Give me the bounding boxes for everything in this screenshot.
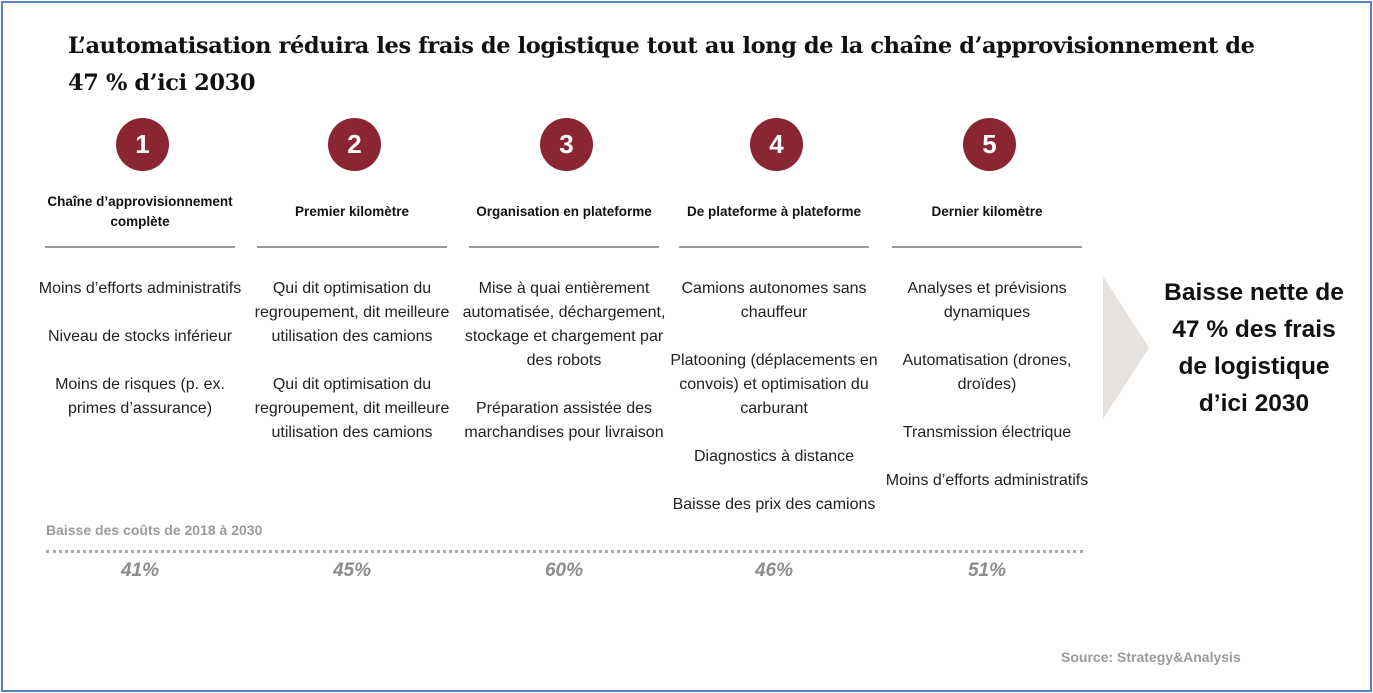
stage-number-badge: 5 <box>963 118 1016 171</box>
stage-items <box>33 277 247 445</box>
stage-reduction-value: 45% <box>332 560 372 581</box>
stage-number-badge: 1 <box>116 118 169 171</box>
stage-item: Niveau de stocks inférieur <box>47 328 233 345</box>
stage-heading: Organisation en plateforme <box>476 204 652 219</box>
stage-number-badge: 3 <box>540 118 593 171</box>
source-note: Source: Strategy&Analysis <box>1061 649 1241 665</box>
stage-item: Diagnostics à distance <box>693 448 855 465</box>
stage-item: Préparation assistée des marchandises pour livraison <box>464 400 664 441</box>
stage-column-1 <box>38 0 242 600</box>
stage-item: Camions autonomes sans chauffeur <box>681 280 867 321</box>
stage-items <box>667 277 881 541</box>
stage-items <box>457 277 671 469</box>
stage-reduction-value: 51% <box>967 560 1007 581</box>
stage-items <box>880 277 1094 517</box>
stage-item: Qui dit optimisation du regroupement, dit meilleure utilisation des camions <box>254 376 450 441</box>
cost-reduction-label: Baisse des coûts de 2018 à 2030 <box>46 522 263 538</box>
stage-item: Baisse des prix des camions <box>672 496 876 513</box>
stage-item: Automatisation (drones, droïdes) <box>902 352 1072 393</box>
stage-item: Platooning (déplacements en convois) et optimisation du carburant <box>670 352 878 417</box>
stage-divider <box>892 246 1082 248</box>
stage-item: Mise à quai entièrement automatisée, déchargement, stockage et chargement par des robots <box>462 280 666 369</box>
stage-reduction-value: 60% <box>544 560 584 581</box>
stage-heading: Dernier kilomètre <box>931 204 1043 219</box>
dotted-separator <box>46 550 1083 553</box>
chevron-arrow-icon <box>1103 276 1153 421</box>
stage-item: Analyses et prévisions dynamiques <box>907 280 1067 321</box>
stage-heading: De plateforme à plateforme <box>686 204 862 219</box>
stage-heading: Premier kilomètre <box>294 204 410 219</box>
stage-item: Transmission électrique <box>902 424 1072 441</box>
stage-heading: Chaîne d’approvisionnement complète <box>47 194 233 229</box>
stage-reduction-value: 41% <box>120 560 160 581</box>
stage-divider <box>257 246 447 248</box>
stage-column-3 <box>462 0 666 600</box>
stage-number-badge: 4 <box>750 118 803 171</box>
stage-item: Qui dit optimisation du regroupement, dit meilleure utilisation des camions <box>254 280 450 345</box>
stage-divider <box>45 246 235 248</box>
stage-column-2 <box>254 0 450 600</box>
stage-reduction-value: 46% <box>754 560 794 581</box>
stage-divider <box>469 246 659 248</box>
stage-column-4 <box>670 0 878 600</box>
stage-divider <box>679 246 869 248</box>
stage-item: Moins d’efforts administratifs <box>885 472 1089 489</box>
stage-column-5 <box>885 0 1089 600</box>
figure-title: L’automatisation réduira les frais de logistique tout au long de la chaîne d’approvisionnement de 47 % d’ici 2030 <box>68 33 1255 96</box>
stage-number-badge: 2 <box>328 118 381 171</box>
stage-items <box>245 277 459 469</box>
stage-item: Moins de risques (p. ex. primes d’assurance) <box>55 376 225 417</box>
stage-item: Moins d’efforts administratifs <box>38 280 242 297</box>
result-summary: Baisse nette de 47 % des frais de logistique d’ici 2030 <box>1164 279 1344 417</box>
